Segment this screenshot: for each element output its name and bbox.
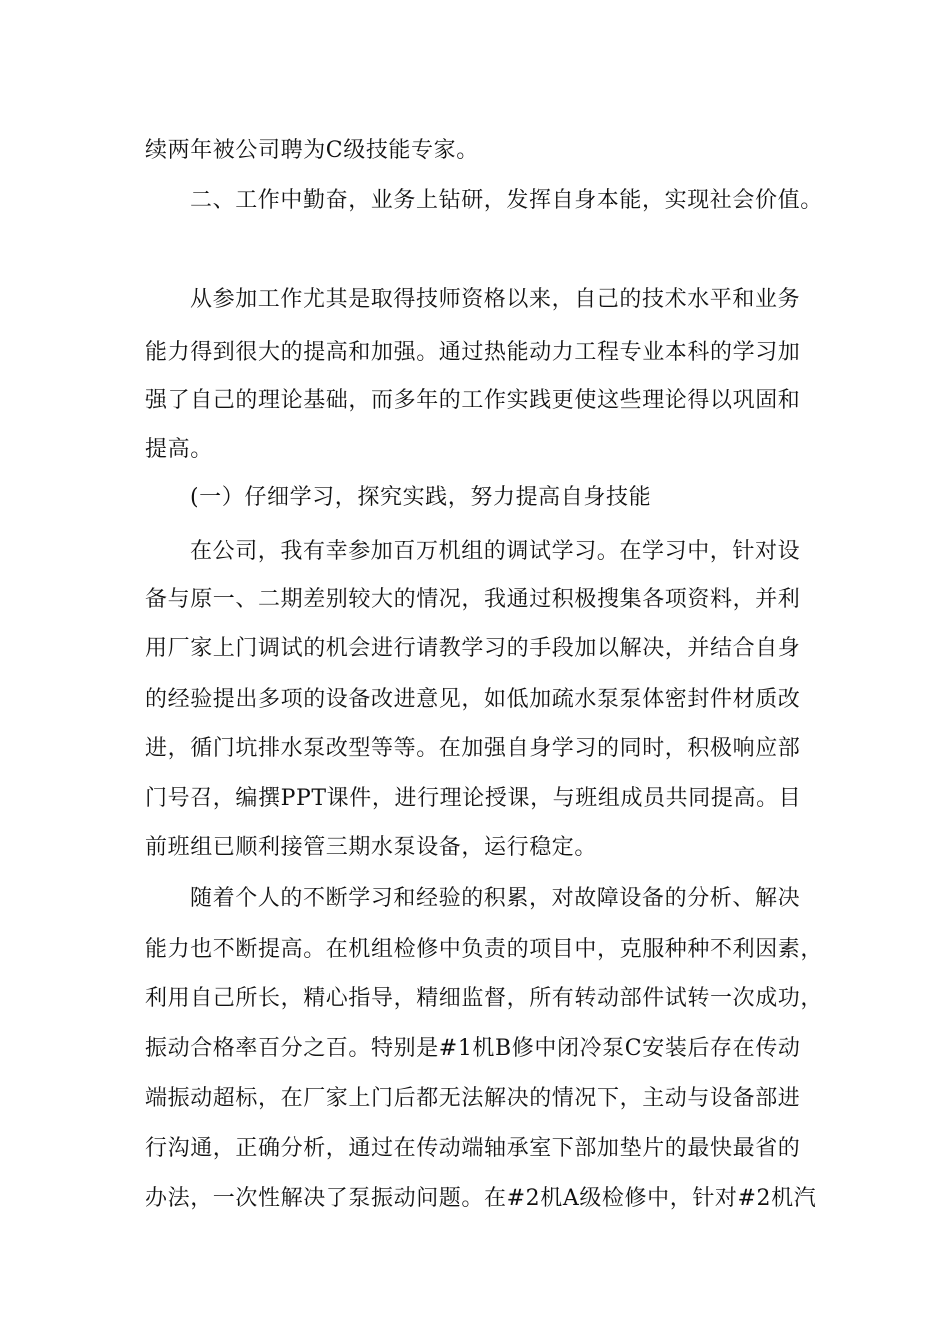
text-line: 前班组已顺利接管三期水泵设备，运行稳定。 [145, 835, 598, 860]
text-line: 用厂家上门调试的机会进行请教学习的手段加以解决，并结合自身 [145, 636, 801, 661]
subsection-heading: (一）仔细学习，探究实践，努力提高自身技能 [190, 485, 652, 510]
text-line: 行沟通，正确分析，通过在传动端轴承室下部加垫片的最快最省的 [145, 1136, 801, 1161]
text-line: 端振动超标，在厂家上门后都无法解决的情况下，主动与设备部进 [145, 1086, 801, 1111]
text-line: 随着个人的不断学习和经验的积累，对故障设备的分析、解决 [190, 886, 801, 911]
text-line: 的经验提出多项的设备改进意见，如低加疏水泵泵体密封件材质改 [145, 687, 801, 712]
text-line: 能力也不断提高。在机组检修中负责的项目中，克服种种不利因素， [145, 937, 824, 962]
text-line: 提高。 [145, 437, 213, 462]
text-line: 能力得到很大的提高和加强。通过热能动力工程专业本科的学习加 [145, 340, 801, 365]
text-line: 备与原一、二期差别较大的情况，我通过积极搜集各项资料，并利 [145, 587, 801, 612]
text-line: 续两年被公司聘为C级技能专家。 [145, 138, 479, 163]
text-line: 振动合格率百分之百。特别是#1机B修中闭冷泵C安装后存在传动 [145, 1036, 801, 1061]
section-heading: 二、工作中勤奋，业务上钻研，发挥自身本能，实现社会价值。 [190, 188, 823, 213]
text-line: 从参加工作尤其是取得技师资格以来，自己的技术水平和业务 [190, 287, 801, 312]
text-line: 在公司，我有幸参加百万机组的调试学习。在学习中，针对设 [190, 539, 801, 564]
text-line: 利用自己所长，精心指导，精细监督，所有转动部件试转一次成功， [145, 986, 824, 1011]
text-line: 办法，一次性解决了泵振动问题。在#2机A级检修中，针对#2机汽 [145, 1186, 817, 1211]
text-line: 门号召，编撰PPT课件，进行理论授课，与班组成员共同提高。目 [145, 786, 802, 811]
text-line: 进，循门坑排水泵改型等等。在加强自身学习的同时，积极响应部 [145, 736, 801, 761]
text-line: 强了自己的理论基础，而多年的工作实践更使这些理论得以巩固和 [145, 388, 801, 413]
